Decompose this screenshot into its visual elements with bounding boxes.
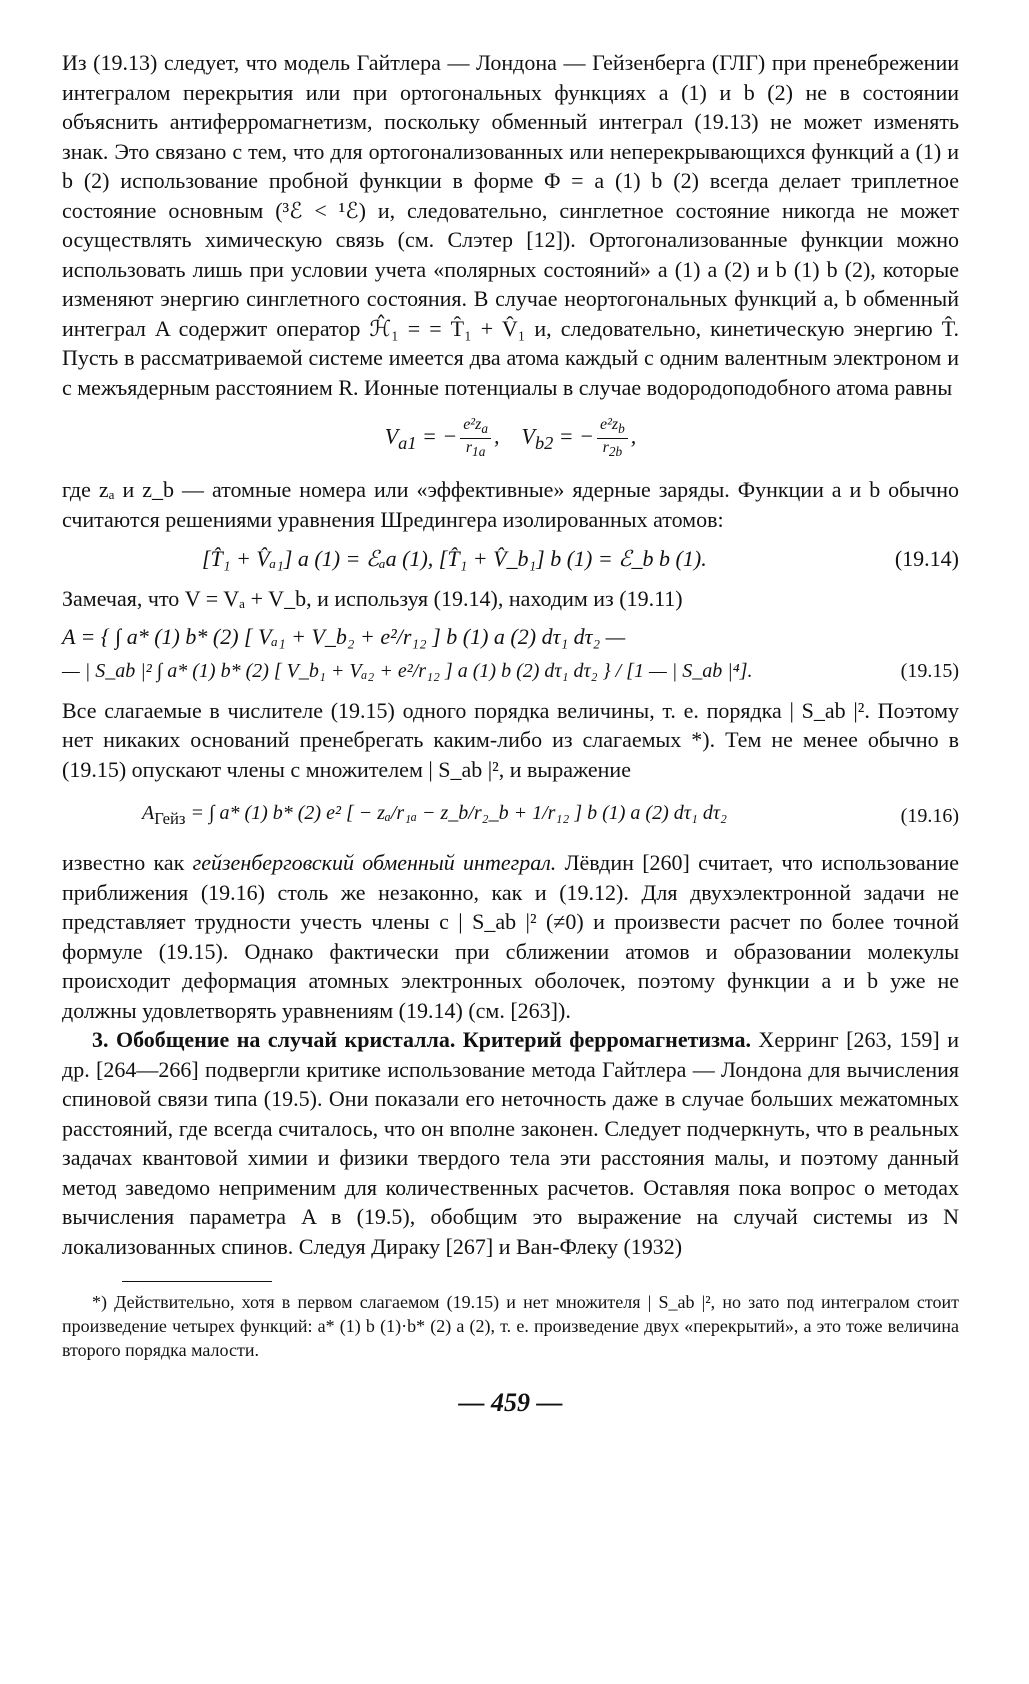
footnote: *) Действительно, хотя в первом слагаемом (19.15) и нет множителя | S_ab |², но зато под интегралом стоит произведение четырех функций: a* (1) b (1)·b* (2) a (2), т. е. произведение двух «перекрытий», а это тоже величина второго порядка малости. bbox=[62, 1292, 959, 1361]
page-body bbox=[62, 48, 959, 1418]
paragraph-1: Из (19.13) следует, что модель Гайтлера — Лондона — Гейзенберга (ГЛГ) при пренебрежении интегралом перекрытия или при ортогональных функциях a (1) и b (2) не в состоянии объяснить антиферромагнетизм, поскольку обменный интеграл (19.13) не может изменять знак. Это связано с тем, что для ортогонализованных или неперекрывающихся функций a (1) и b (2) использование пробной функции в форме Φ = a (1) b (2) всегда делает триплетное состояние основным (³ℰ < ¹ℰ) и, следовательно, синглетное состояние никогда не может осуществлять химическую связь (см. Слэтер [12]). Ортогонализованные функции можно использовать лишь при условии учета «полярных состояний» a (1) a (2) и b (1) b (2), которые изменяют энергию синглетного состояния. В случае неортогональных функций a, b обменный интеграл A содержит оператор ℋ̂₁ = = T̂₁ + V̂₁ и, следовательно, кинетическую энергию T̂. Пусть в рассматриваемой системе имеется два атома каждый с одним валентным электроном и с межъядерным расстоянием R. Ионные потенциалы в случае водородоподобного атома равны bbox=[62, 50, 959, 400]
paragraph-5: известно как гейзенберговский обменный интеграл. Лёвдин [260] считает, что использование приближения (19.16) столь же незаконно, как и (19.12). Для двухэлектронной задачи не представляет трудности учесть члены с | S_ab |² (≠0) и произвести расчет по более точной формуле (19.15). Однако фактически при сближении атомов и образовании молекулы происходит деформация атомных электронных оболочек, поэтому функции a и b уже не должны удовлетворять уравнениям (19.14) (см. [263]). bbox=[62, 850, 959, 1023]
equation-19-16: $A_{Гейз}$ = ∫ a* (1) b* (2) e² [ − zₐ/r₁ₐ − z_b/r₂_b + 1/r₁₂ ] b (1) a (2) dτ₁ dτ₂ (19.16) bbox=[142, 798, 959, 834]
equation-number: (19.14) bbox=[894, 546, 959, 572]
paragraph-3: Замечая, что V = Vₐ + V_b, и используя (19.14), находим из (19.11) bbox=[62, 586, 683, 612]
footnote-rule bbox=[122, 1281, 272, 1282]
equation-potentials: $V_{a1}$ = − $\frac{e^2z_a}{r_{1a}}$ , $V_{b2}$ = − $\frac{e^2z_b}{r_{2b}}$ , bbox=[384, 416, 637, 460]
equation-19-15-line1: A = { ∫ a* (1) b* (2) [ Vₐ₁ + V_b₂ + e²/r₁₂ ] b (1) a (2) dτ₁ dτ₂ — bbox=[62, 623, 626, 649]
equation-number: (19.15) bbox=[900, 659, 959, 682]
page-number: — 459 — bbox=[458, 1388, 563, 1418]
equation-19-15-line2: — | S_ab |² ∫ a* (1) b* (2) [ V_b₁ + Vₐ₂ + e²/r₁₂ ] a (1) b (2) dτ₁ dτ₂ } / [1 — | S_ab |⁴]. (19.15) bbox=[62, 656, 959, 686]
paragraph-4: Все слагаемые в числителе (19.15) одного порядка величины, т. е. порядка | S_ab |². Поэтому нет никаких оснований пренебрегать каким-либо из слагаемых *). Тем не менее обычно в (19.15) опускают члены с множителем | S_ab |², и выражение bbox=[62, 697, 959, 782]
equation-19-14: [T̂₁ + V̂ₐ₁] a (1) = ℰₐa (1), [T̂₁ + V̂_b₁] b (1) = ℰ_b b (1). (19.14) bbox=[202, 544, 959, 574]
paragraph-2: где zₐ и z_b — атомные номера или «эффективные» ядерные заряды. Функции a и b обычно считаются решениями уравнения Шредингера изолированных атомов: bbox=[62, 477, 959, 532]
equation-number: (19.16) bbox=[900, 805, 959, 828]
paragraph-6: 3. Обобщение на случай кристалла. Критерий ферромагнетизма. Херринг [263, 159] и др. [264—266] подвергли критике использование метода Гайтлера — Лондона для вычисления спиновой связи типа (19.5). Они показали его неточность даже в случае больших межатомных расстояний, где всегда считалось, что он вполне законен. Следует подчеркнуть, что в реальных задачах квантовой химии и физики твердого тела эти расстояния малы, и поэтому данный метод заведомо неприменим для количественных расчетов. Оставляя пока вопрос о методах вычисления параметра A в (19.5), обобщим это выражение на случай системы из N локализованных спинов. Следуя Дираку [267] и Ван-Флеку (1932) bbox=[62, 1027, 959, 1259]
section-heading: 3. Обобщение на случай кристалла. Критерий ферромагнетизма. bbox=[92, 1027, 751, 1053]
